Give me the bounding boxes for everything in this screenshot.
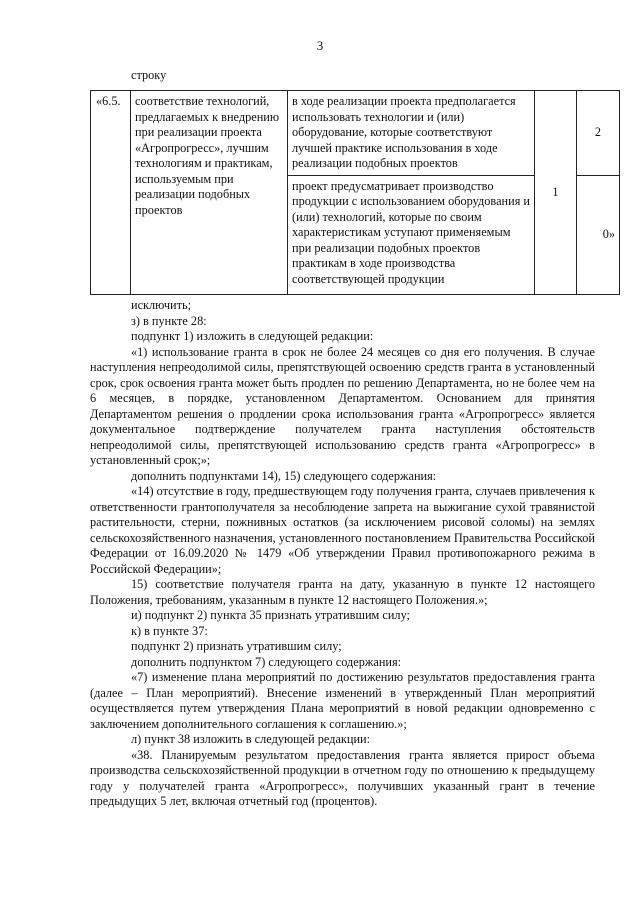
- table-row: [91, 91, 620, 176]
- paragraph: и) подпункт 2) пункта 35 признать утратившим силу;: [131, 608, 410, 622]
- document-body: [90, 298, 595, 810]
- lead-word: строку: [131, 68, 167, 82]
- paragraph: исключить;: [131, 298, 192, 312]
- paragraph: к) в пункте 37:: [131, 623, 208, 638]
- criterion-number: «6.5.: [91, 91, 131, 295]
- paragraph: «38. Планируемым результатом предоставления гранта является прирост объема производства сельскохозяйственной продукции в отчетном году по отношению к предыдущему году у получателей гранта «Агропрогресс», получивших указанный грант в течение предыдущих 5 лет, включая отчетный год (процентов).: [90, 747, 595, 808]
- criterion-text: соответствие технологий, предлагаемых к внедрению при реализации проекта «Агропрогресс», лучшим технологиям и практикам, используемым при реализации подобных проектов: [131, 91, 288, 295]
- option-score-cell: [577, 175, 620, 294]
- paragraph: з) в пункте 28:: [131, 313, 207, 328]
- paragraph: дополнить подпунктами 14), 15) следующего содержания:: [131, 468, 437, 483]
- option-score: 2: [577, 91, 620, 176]
- option-text: в ходе реализации проекта предполагается использовать технологии и (или) оборудование, которые соответствуют лучшей практике использования в ходе реализации подобных проектов: [288, 91, 535, 176]
- paragraph: «7) изменение плана мероприятий по достижению результатов предоставления гранта (далее – План мероприятий). Внесение изменений в утвержденный План мероприятий осуществляется путем утверждения Плана мероприятий в новой редакции одновременно с заключением дополнительного соглашения к соглашению.»;: [90, 670, 595, 731]
- criteria-table: [90, 90, 620, 295]
- paragraph: л) пункт 38 изложить в следующей редакции:: [131, 732, 371, 746]
- paragraph: «14) отсутствие в году, предшествующем году получения гранта, случаев привлечения к ответственности грантополучателя за несоблюдение запрета на выжигание сухой травянистой растительности, стерни, пожнивных остатков (за исключением рисовой соломы) на землях сельскохозяйственного назначения, установленного постановлением Правительства Российской Федерации от 16.09.2020 № 1479 «Об утверждении Правил противопожарного режима в Российской Федерации»;: [90, 484, 595, 576]
- paragraph: «1) использование гранта в срок не более 24 месяцев со дня его получения. В случае наступления непреодолимой силы, препятствующей освоению средств гранта в установленный срок, срок освоения гранта может быть продлен по решению Департамента, но не более чем на 6 месяцев, в порядке, установленном Департаментом. Основанием для принятия Департаментом решения о продлении срока использования гранта «Агропрогресс» является документальное подтверждение получателем гранта наступления обстоятельств непреодолимой силы, препятствующей использованию средств гранта «Агропрогресс» в установленный срок;»;: [90, 344, 595, 467]
- criterion-weight: 1: [535, 91, 577, 295]
- option-text: проект предусматривает производство продукции с использованием оборудования и (или) технологий, которые по своим характеристикам уступают применяемым при реализации подобных проектов практикам в ходе производства соответствующей продукции: [288, 175, 535, 294]
- paragraph: подпункт 1) изложить в следующей редакции:: [131, 329, 374, 343]
- paragraph: 15) соответствие получателя гранта на дату, указанную в пункте 12 настоящего Положения, требованиям, указанным в пункте 12 настоящего Положения.»;: [90, 577, 595, 607]
- paragraph: дополнить подпунктом 7) следующего содержания:: [131, 654, 402, 669]
- page-number: 3: [316, 38, 324, 53]
- option-score: 0»: [602, 226, 615, 241]
- paragraph: подпункт 2) признать утратившим силу;: [131, 639, 342, 653]
